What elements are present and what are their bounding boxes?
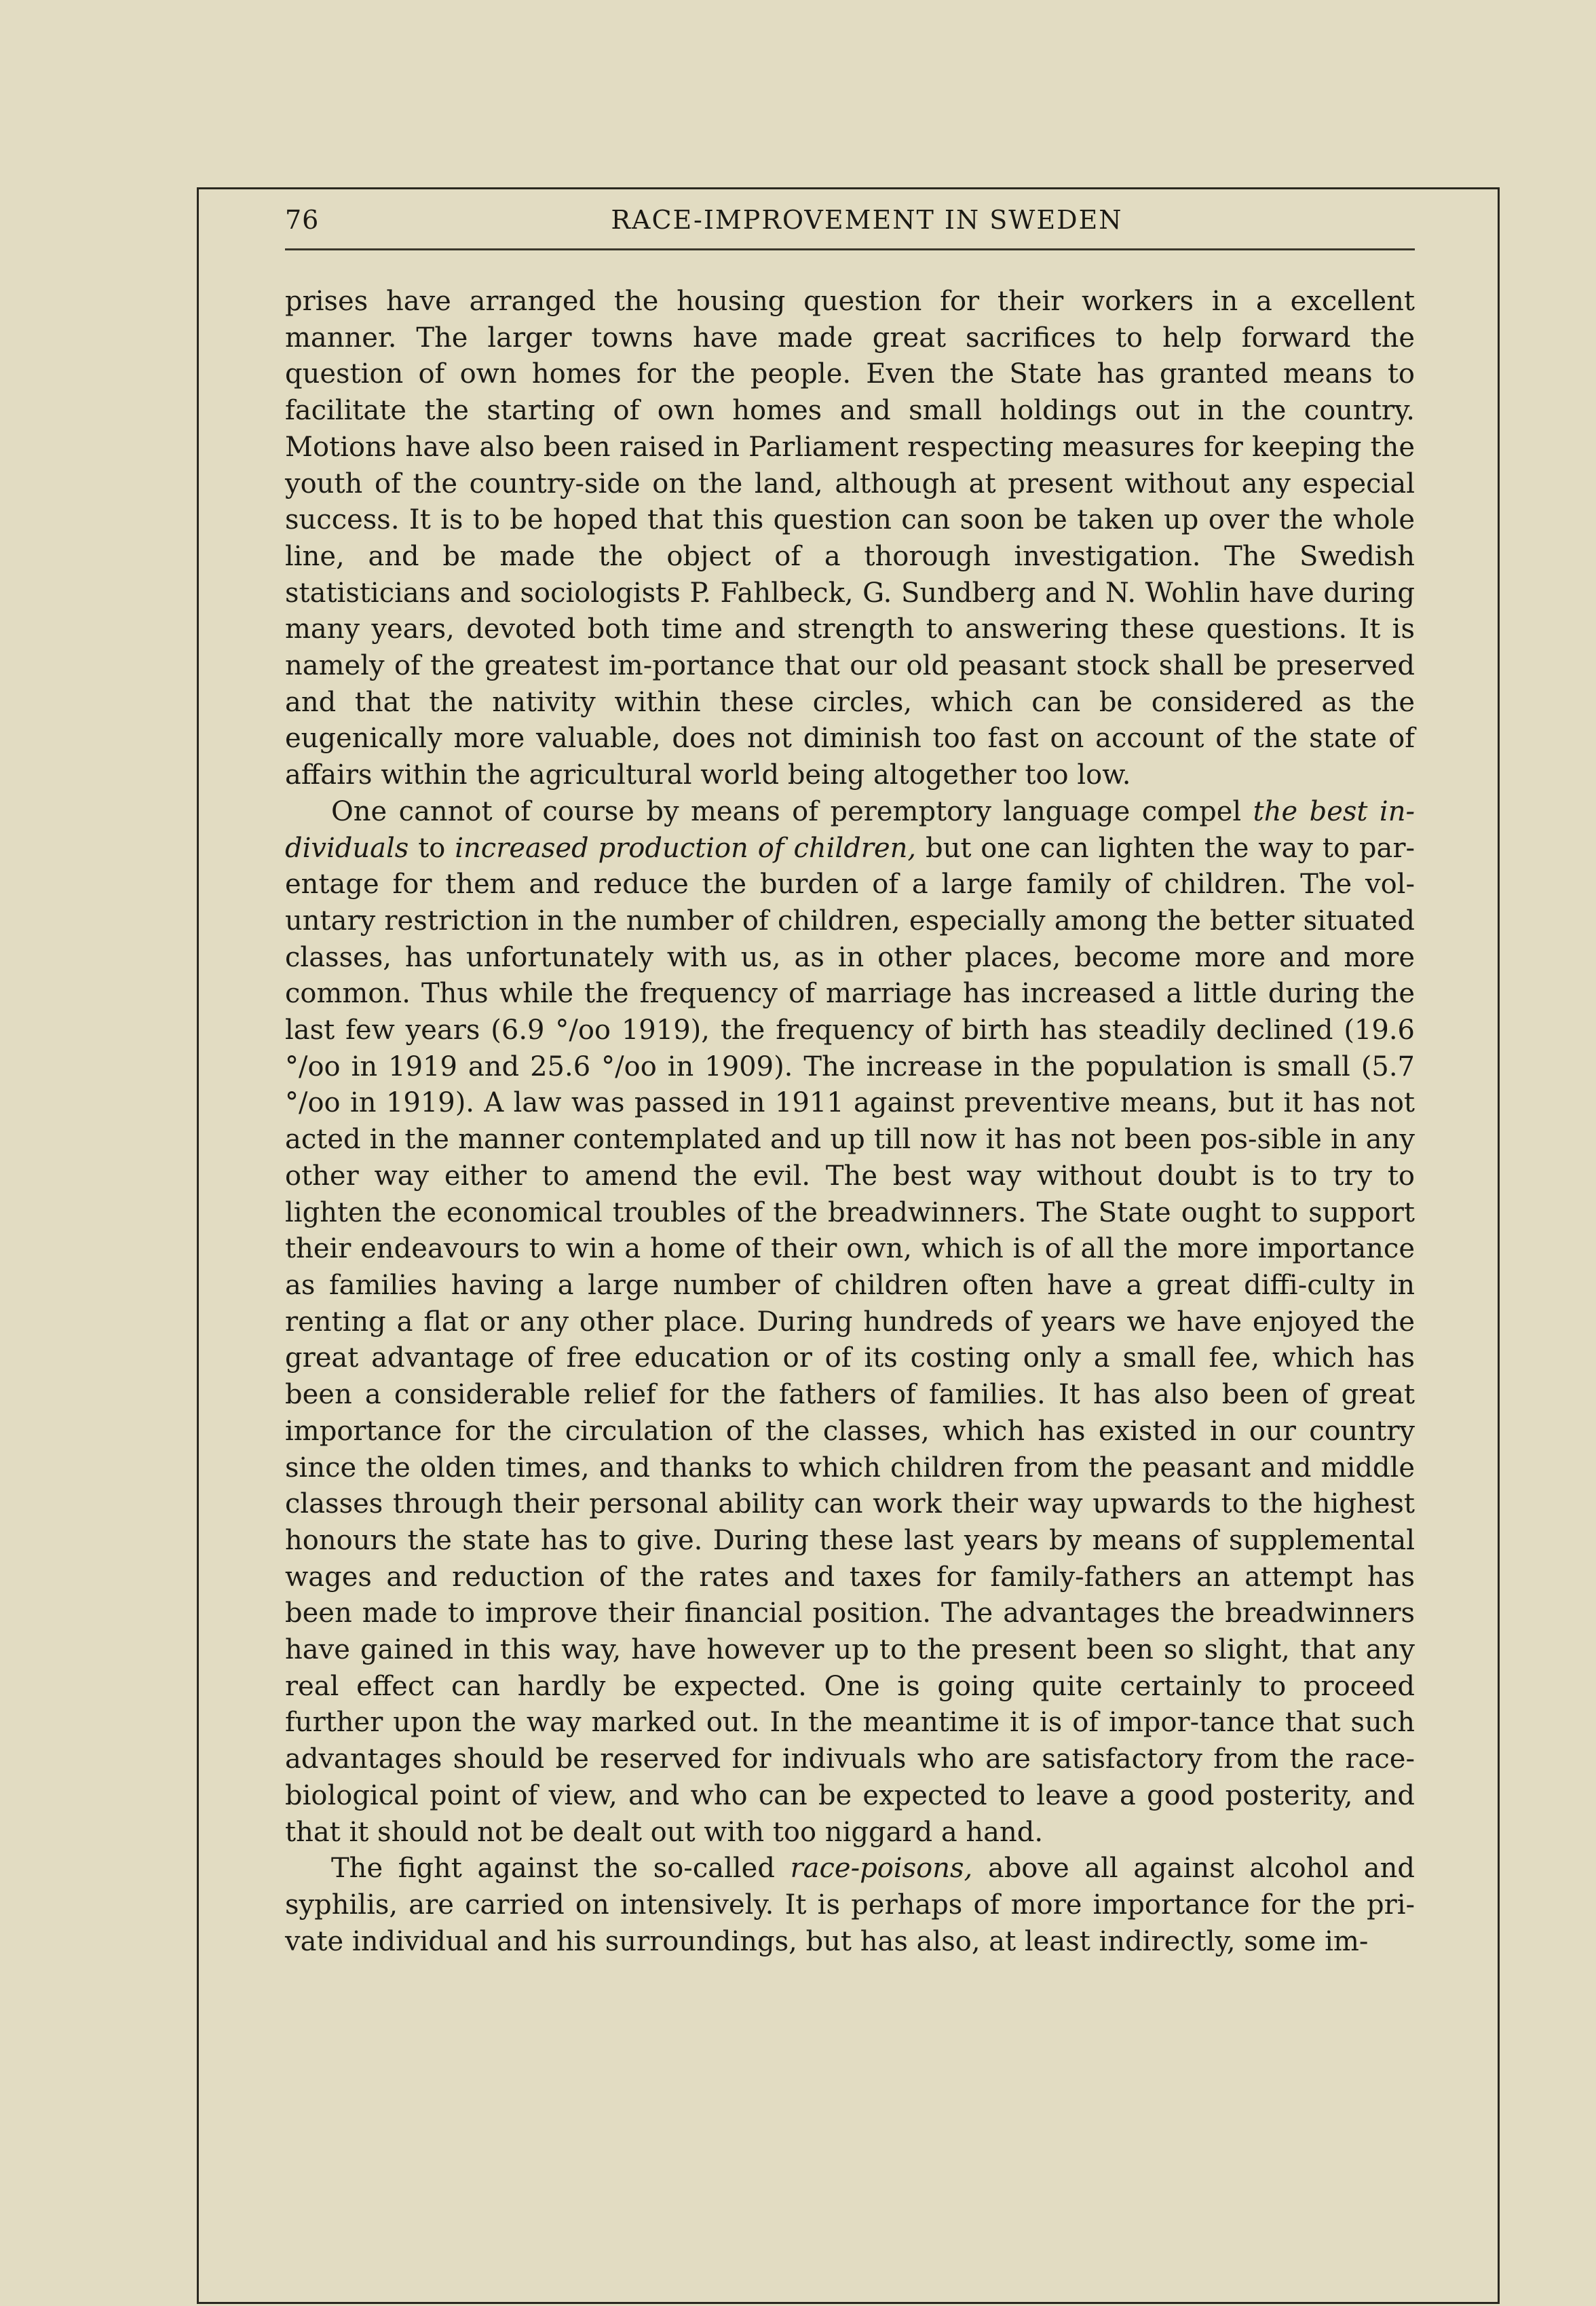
paragraph-text: The fight against the so-called [331, 1853, 791, 1885]
running-head [285, 204, 1415, 244]
paragraph-text: One cannot of course by means of peremptory language compel [331, 795, 1253, 827]
frame-left-rule [197, 187, 199, 2303]
italic-emphasis: the best in-dividuals [285, 795, 1416, 864]
frame-right-rule [1498, 187, 1500, 2303]
paragraph-text: to [408, 832, 455, 864]
paragraph-2 [285, 794, 1415, 1851]
italic-emphasis: increased production of children, [455, 832, 917, 864]
paragraph-1 [285, 284, 1415, 794]
frame-bottom-rule [197, 2302, 1500, 2304]
body-text [285, 284, 1415, 1960]
frame-top-rule [197, 187, 1500, 189]
paragraph-text: but one can lighten the way to par-entage for them and reduce the burden of a large family of children. The vol-untary restriction in the number of children, especially among the better situated classes, has unfortunately with us, as in other places, become more and more common. Thus while the frequency of marriage has increased a little during the last few years (6.9 °/oo 1919), the frequency of birth has steadily declined (19.6 °/oo in 1919 and 25.6 °/oo in 1909). The increase in the population is small (5.7 °/oo in 1919). A law was passed in 1911 against preventive means, but it has not acted in the manner contemplated and up till now it has not been pos-sible in any other way either to amend the evil. The best way without doubt is to try to lighten the economical troubles of the breadwinners. The State ought to support their endeavours to win a home of their own, which is of all the more importance as families having a large number of children often have a great diffi-culty in renting a flat or any other place. During hundreds of years we have enjoyed the great advantage of free education or of its costing only a small fee, which has been a considerable relief for the fathers of families. It has also been of great importance for the circulation of the classes, which has existed in our country since the olden times, and thanks to which children from the peasant and middle classes through their personal ability can work their way upwards to the highest honours the state has to give. During these last years by means of supplemental wages and reduction of the rates and taxes for family-fathers an attempt has been made to improve their financial position. The advantages the breadwinners have gained in this way, have however up to the present been so slight, that any real effect can hardly be expected. One is going quite certainly to proceed further upon the way marked out. In the meantime it is of impor-tance that such advantages should be reserved for indivuals who are satisfactory from the race-biological point of view, and who can be expected to leave a good posterity, and that it should not be dealt out with too niggard a hand. [285, 832, 1415, 1848]
italic-emphasis: race-poisons, [790, 1853, 973, 1885]
running-title: RACE-IMPROVEMENT IN SWEDEN [611, 205, 1123, 235]
page-number: 76 [285, 205, 320, 235]
header-rule [285, 248, 1415, 250]
paragraph-3 [285, 1851, 1415, 1960]
paragraph-text: above all against alcohol and syphilis, are carried on intensively. It is perhaps of more importance for the pri-vate individual and his surroundings, but has also, at least indirectly, some im- [285, 1853, 1416, 1957]
paragraph-text: prises have arranged the housing question for their workers in a excellent manner. The larger towns have made great sacrifices to help forward the question of own homes for the people. Even the State has granted means to facilitate the starting of own homes and small holdings out in the country. Motions have also been raised in Parliament respecting measures for keeping the youth of the country-side on the land, although at present without any especial success. It is to be hoped that this question can soon be taken up over the whole line, and be made the object of a thorough investigation. The Swedish statisticians and sociologists P. Fahlbeck, G. Sundberg and N. Wohlin have during many years, devoted both time and strength to answering these questions. It is namely of the greatest im-portance that our old peasant stock shall be preserved and that the nativity within these circles, which can be considered as the eugenically more valuable, does not diminish too fast on account of the state of affairs within the agricultural world being altogether too low. [285, 286, 1415, 791]
